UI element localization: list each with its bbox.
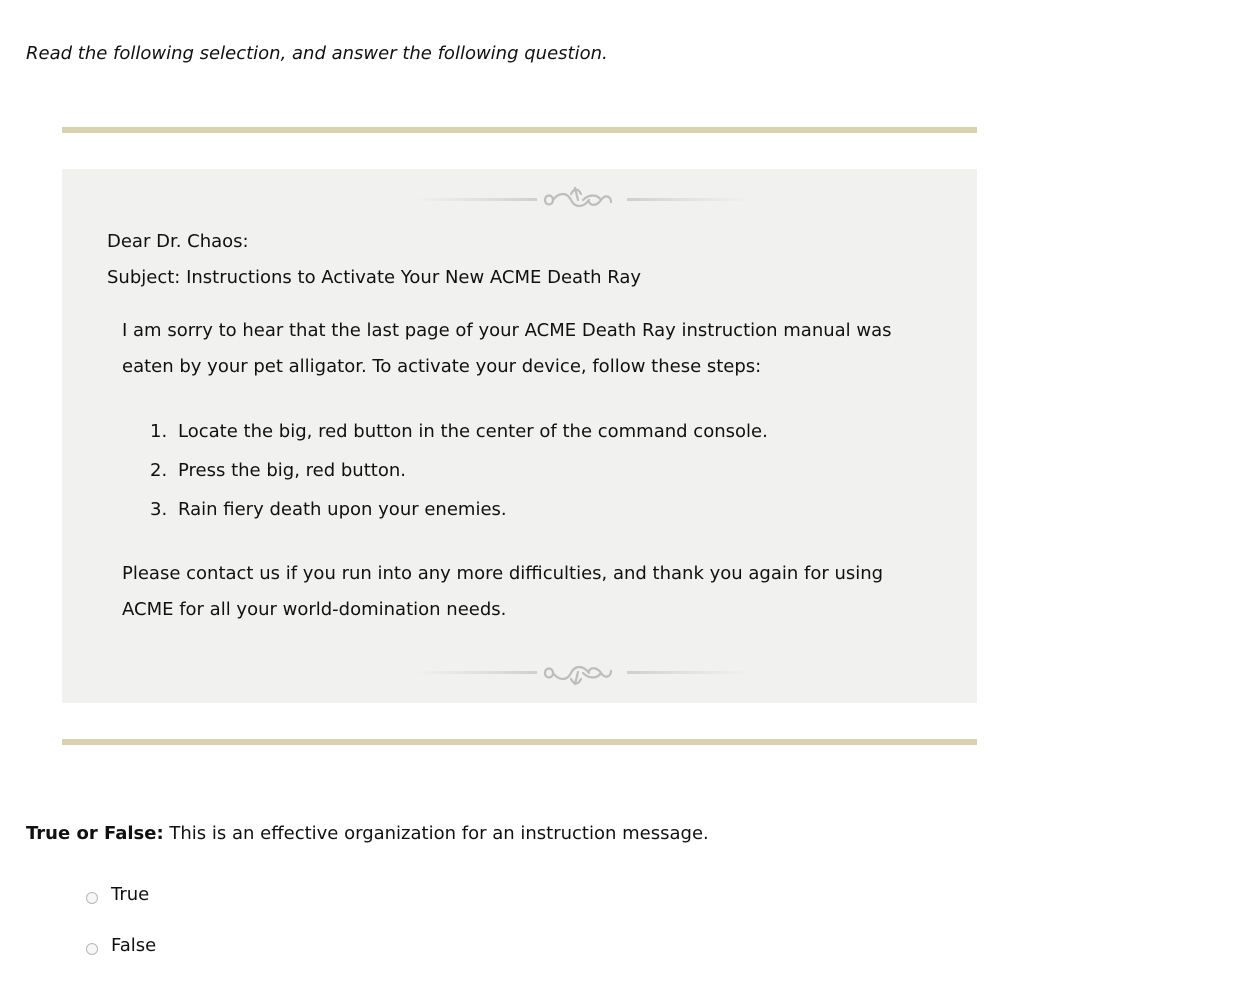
- list-item: [150, 495, 768, 534]
- steps-list: [150, 417, 768, 534]
- answer-option-true[interactable]: [86, 884, 149, 905]
- letter-closing-paragraph: Please contact us if you run into any more difficulties, and thank you again for using ACME for all your world-domination needs.: [122, 563, 884, 620]
- step-number: 3.: [150, 499, 168, 520]
- question-label: True or False:: [26, 823, 164, 844]
- step-text: Locate the big, red button in the center of the command console.: [178, 421, 768, 442]
- question-text: [26, 822, 709, 846]
- letter-subject: Subject: Instructions to Activate Your New ACME Death Ray: [107, 267, 642, 288]
- radio-button-false[interactable]: [86, 943, 98, 955]
- option-label: False: [111, 935, 157, 956]
- letter-intro-paragraph: I am sorry to hear that the last page of your ACME Death Ray instruction manual was eaten by your pet alligator. To activate your device, follow these steps:: [122, 320, 892, 377]
- step-text: Press the big, red button.: [178, 460, 406, 481]
- bottom-flourish-icon: [407, 657, 757, 687]
- list-item: [150, 456, 768, 495]
- bottom-divider: [62, 739, 977, 745]
- option-label: True: [111, 884, 150, 905]
- letter-salutation: Dear Dr. Chaos:: [107, 231, 249, 252]
- answer-option-false[interactable]: [86, 935, 156, 956]
- top-flourish-icon: [407, 184, 757, 214]
- question-prompt: Read the following selection, and answer the following question.: [26, 43, 608, 64]
- list-item: [150, 417, 768, 456]
- step-number: 1.: [150, 421, 168, 442]
- step-number: 2.: [150, 460, 168, 481]
- radio-button-true[interactable]: [86, 892, 98, 904]
- step-text: Rain fiery death upon your enemies.: [178, 499, 507, 520]
- reading-selection: [62, 169, 977, 703]
- top-divider: [62, 127, 977, 133]
- question-statement: This is an effective organization for an instruction message.: [163, 823, 709, 844]
